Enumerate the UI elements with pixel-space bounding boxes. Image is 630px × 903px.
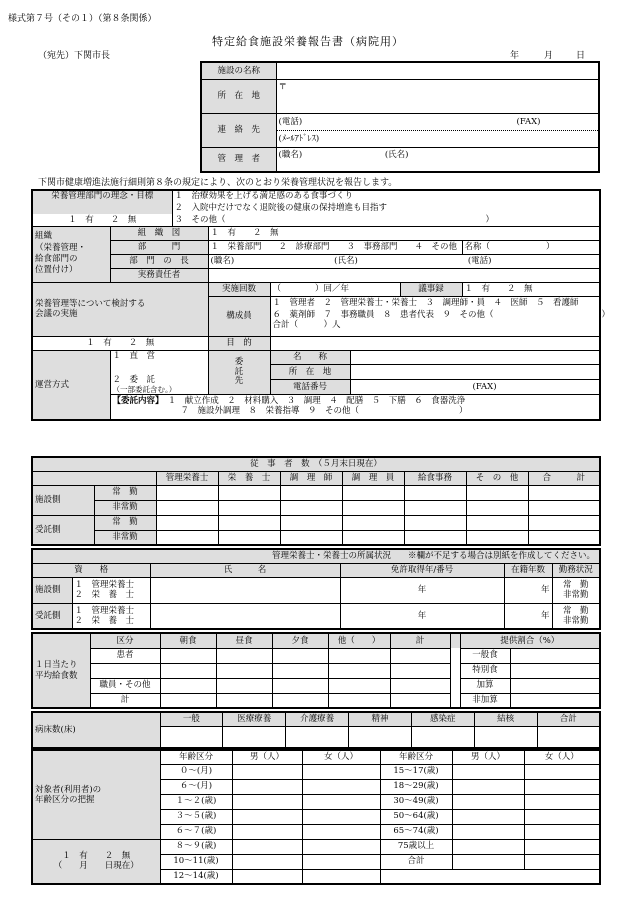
date-day-label: 日 <box>576 51 586 61</box>
manager-field[interactable] <box>276 147 599 172</box>
consignee-tel-field[interactable]: (FAX) <box>350 380 600 395</box>
ages-cell[interactable] <box>452 794 524 809</box>
contact-field[interactable] <box>276 113 599 147</box>
ratio-row-label: 一般食 <box>460 648 510 663</box>
affiliation-qual[interactable]: １ 管理栄養士 ２ 栄 養 士 <box>72 577 150 603</box>
affiliation-license-field[interactable]: 年 <box>340 603 504 629</box>
form-number: 様式第７号（その１）（第８条関係） <box>8 14 157 24</box>
ratio-cell[interactable] <box>510 648 600 663</box>
meeting-purpose-field[interactable] <box>270 336 600 350</box>
ages-cell[interactable] <box>302 854 380 869</box>
meals-cell[interactable] <box>328 648 390 663</box>
affiliation-status[interactable]: 常 勤 非常勤 <box>552 577 600 603</box>
fax-label: (FAX) <box>516 116 541 127</box>
beds-table <box>31 711 601 749</box>
ratio-cell[interactable] <box>510 663 600 678</box>
addressee: （宛先）下関市長 <box>38 51 111 61</box>
meals-col: 昼食 <box>216 633 272 648</box>
ratio-row-label: 特別食 <box>460 663 510 678</box>
ages-cell[interactable] <box>232 764 302 779</box>
meals-cell[interactable] <box>160 678 216 693</box>
postal-mark: 〒 <box>278 81 288 92</box>
meals-row-label <box>90 663 160 678</box>
operation-label: 運営方式 <box>32 350 110 420</box>
staff-full-label: 常 勤 <box>94 515 156 530</box>
meals-col-cat: 区分 <box>90 633 160 648</box>
beds-cell[interactable] <box>411 726 474 748</box>
staff-col: 調 理 師 <box>280 471 342 485</box>
consignee-address-label: 所 在 地 <box>270 365 350 380</box>
staff-cell[interactable] <box>528 515 600 530</box>
meeting-yesno[interactable]: １ 有 ２ 無 <box>32 336 208 350</box>
org-label: 組織 （栄養管理・ 給食部門の 位置付け） <box>32 226 110 282</box>
age-range: ０～(月) <box>160 764 232 779</box>
staff-cell[interactable] <box>404 500 466 515</box>
consign-content[interactable]: 【委託内容】 １ 献立作成 ２ 材料購入 ３ 調理 ４ 配膳 ５ 下膳 ６ 食器洗浄 ７ 施設外調理 ８ 栄養指導 ９ その他（ ） <box>110 394 600 420</box>
staff-cell[interactable] <box>156 515 218 530</box>
org-dept-name[interactable]: 名称（ ） <box>462 240 600 254</box>
ages-cell[interactable] <box>232 869 302 884</box>
meals-cell[interactable] <box>272 648 328 663</box>
age-range: ６～(月) <box>160 779 232 794</box>
ages-cell[interactable] <box>524 824 600 839</box>
meeting-label: 栄養管理等について検討する 会議の実施 <box>32 282 208 336</box>
staff-header-row <box>32 471 600 485</box>
staff-col: 給食事務 <box>404 471 466 485</box>
beds-cell[interactable] <box>537 726 600 748</box>
meals-cell[interactable] <box>328 663 390 678</box>
affiliation-name-field[interactable] <box>150 603 340 629</box>
staff-part-label: 非常勤 <box>94 500 156 515</box>
org-chart-value[interactable]: １ 有 ２ 無 <box>208 226 600 240</box>
staff-cell[interactable] <box>218 485 280 500</box>
age-range: ６～７(歳) <box>160 824 232 839</box>
ages-label: 対象者(利用者)の 年齢区分の把握 <box>32 750 160 839</box>
beds-col: 精神 <box>349 712 412 726</box>
date-year-label: 年 <box>510 51 520 61</box>
philosophy-opt3[interactable]: ３ その他（ ） <box>172 214 600 226</box>
org-responsible-field[interactable] <box>208 268 600 282</box>
meals-col: 夕食 <box>272 633 328 648</box>
beds-col: 合計 <box>537 712 600 726</box>
meals-cell[interactable] <box>216 693 272 708</box>
ages-cell[interactable] <box>302 824 380 839</box>
meeting-members-2[interactable]: ６ 薬剤師 ７ 事務職員 ８ 患者代表 ９ その他（ ） 合計（ ）人 <box>270 310 600 336</box>
philosophy-opt1[interactable]: １ 治療効果を上げる満足感のある食事づくり <box>172 190 600 202</box>
ages-cell[interactable] <box>524 779 600 794</box>
meals-cell[interactable] <box>160 693 216 708</box>
consignee-address-field[interactable] <box>350 365 600 380</box>
manager-post: (職名) <box>278 149 303 160</box>
meals-label: １日当たり 平均給食数 <box>32 633 90 708</box>
ages-col: 女（人） <box>302 750 380 764</box>
org-head-value[interactable]: (職名) (氏名) (電話) <box>208 254 600 268</box>
staff-part-label: 非常勤 <box>94 530 156 545</box>
ages-col: 男（人） <box>452 750 524 764</box>
beds-cell[interactable] <box>474 726 537 748</box>
org-chart-label: 組 織 図 <box>110 226 208 240</box>
mail-label: (ﾒｰﾙｱﾄﾞﾚｽ) <box>278 133 320 144</box>
manager-person: (氏名) <box>384 149 409 160</box>
beds-col: 介護療養 <box>286 712 349 726</box>
staff-cell[interactable] <box>404 530 466 545</box>
ages-col: 年齢区分 <box>160 750 232 764</box>
staff-cell[interactable] <box>528 500 600 515</box>
ages-cell[interactable] <box>452 809 524 824</box>
ages-cell[interactable] <box>524 809 600 824</box>
beds-cell[interactable] <box>349 726 412 748</box>
age-range: 50～64(歳) <box>380 809 452 824</box>
affiliation-col-status: 勤務状況 <box>552 563 600 577</box>
org-dept-value[interactable]: １ 栄養部門 ２ 診療部門 ３ 事務部門 ４ その他 <box>208 240 462 254</box>
staff-cell[interactable] <box>342 500 404 515</box>
ages-cell[interactable] <box>232 854 302 869</box>
affiliation-qual[interactable]: １ 管理栄養士 ２ 栄 養 士 <box>72 603 150 629</box>
staff-cell[interactable] <box>466 485 528 500</box>
staff-facility-side: 施設側 <box>32 485 94 515</box>
org-responsible-label: 実務責任者 <box>110 268 208 282</box>
ages-col: 年齢区分 <box>380 750 452 764</box>
meals-row-label: 職員・その他 <box>90 678 160 693</box>
meals-cell[interactable] <box>390 693 450 708</box>
meeting-members-label: 構成員 <box>208 296 270 336</box>
staff-cell[interactable] <box>218 515 280 530</box>
consignee-name-label: 名 称 <box>270 350 350 365</box>
philosophy-yesno[interactable]: １ 有 ２ 無 <box>32 214 172 226</box>
age-range: 18～29(歳) <box>380 779 452 794</box>
org-head-label: 部 門 の 長 <box>110 254 208 268</box>
ages-table <box>31 749 601 885</box>
staff-cell[interactable] <box>280 515 342 530</box>
staff-cell[interactable] <box>218 500 280 515</box>
affiliation-col-years: 在籍年数 <box>504 563 552 577</box>
ages-cell[interactable] <box>452 779 524 794</box>
ages-cell[interactable] <box>232 809 302 824</box>
facility-address-label: 所 在 地 <box>201 79 276 113</box>
beds-cell[interactable] <box>223 726 286 748</box>
contact-label: 連 絡 先 <box>201 113 276 147</box>
consignee-side-label: 委託先 <box>208 350 270 394</box>
age-range: 12～14(歳) <box>160 869 232 884</box>
meals-cell[interactable] <box>328 693 390 708</box>
management-table <box>31 189 611 421</box>
staff-cell[interactable] <box>156 500 218 515</box>
meals-ratio-title: 提供割合（%） <box>460 633 600 648</box>
ages-cell[interactable] <box>524 839 600 854</box>
meals-cell[interactable] <box>272 693 328 708</box>
staff-cell[interactable] <box>528 530 600 545</box>
affiliation-name-field[interactable] <box>150 577 340 603</box>
affiliation-contract-side: 受託側 <box>32 603 72 629</box>
date-month-label: 月 <box>544 51 554 61</box>
meals-col: 朝食 <box>160 633 216 648</box>
ratio-cell[interactable] <box>510 678 600 693</box>
staff-cell[interactable] <box>404 515 466 530</box>
affiliation-status[interactable]: 常 勤 非常勤 <box>552 603 600 629</box>
meeting-minutes-value[interactable]: １ 有 ２ 無 <box>462 282 600 296</box>
ages-cell[interactable] <box>232 794 302 809</box>
ages-cell[interactable] <box>452 764 524 779</box>
meals-cell[interactable] <box>216 678 272 693</box>
facility-address-field[interactable] <box>276 79 599 113</box>
ages-col: 男（人） <box>232 750 302 764</box>
meals-col: 他（ ） <box>328 633 390 648</box>
affiliation-license-field[interactable]: 年 <box>340 577 504 603</box>
facility-info-table <box>200 61 600 173</box>
beds-cell[interactable] <box>160 726 223 748</box>
ages-yesno[interactable]: １ 有 ２ 無 （ 月 日現在） <box>32 839 160 884</box>
meeting-count-label: 実施回数 <box>208 282 270 296</box>
beds-col: 一般 <box>160 712 223 726</box>
age-range: 合計 <box>380 854 452 869</box>
affiliation-years-field[interactable]: 年 <box>504 603 552 629</box>
ages-cell[interactable] <box>452 839 524 854</box>
beds-col: 医療療養 <box>223 712 286 726</box>
philosophy-label: 栄養管理部門の理念・目標 <box>32 190 172 202</box>
beds-label: 病床数(床) <box>32 712 160 748</box>
org-dept-label: 部 門 <box>110 240 208 254</box>
page-title: 特定給食施設栄養報告書（病院用） <box>212 35 404 48</box>
meals-cell[interactable] <box>272 663 328 678</box>
facility-name-field[interactable] <box>276 62 599 79</box>
staff-cell[interactable] <box>404 485 466 500</box>
staff-col: 調 理 員 <box>342 471 404 485</box>
ages-cell[interactable] <box>452 824 524 839</box>
consignee-tel-label: 電話番号 <box>270 380 350 395</box>
staff-table <box>31 456 601 546</box>
facility-name-label: 施設の名称 <box>201 62 276 79</box>
tel-label: (電話) <box>278 116 303 127</box>
ages-cell[interactable] <box>524 794 600 809</box>
staff-cell[interactable] <box>218 530 280 545</box>
age-range: 15～17(歳) <box>380 764 452 779</box>
manager-label: 管 理 者 <box>201 147 276 172</box>
staff-cell[interactable] <box>156 485 218 500</box>
affiliation-title: 管理栄養士・栄養士の所属状況 ※欄が不足する場合は別紙を作成してください。 <box>32 549 600 563</box>
affiliation-facility-side: 施設側 <box>32 577 72 603</box>
affiliation-col-qual: 資 格 <box>32 563 150 577</box>
meeting-members-1[interactable]: １ 管理者 ２ 管理栄養士・栄養士 ３ 調理師・員 ４ 医師 ５ 看護師 <box>270 296 600 310</box>
staff-cell[interactable] <box>342 530 404 545</box>
staff-cell[interactable] <box>280 500 342 515</box>
staff-cell[interactable] <box>342 515 404 530</box>
age-range: 75歳以上 <box>380 839 452 854</box>
meals-cell[interactable] <box>328 678 390 693</box>
meals-table <box>31 632 601 709</box>
ages-cell[interactable] <box>302 779 380 794</box>
ages-cell[interactable] <box>302 839 380 854</box>
philosophy-opt2[interactable]: ２ 入院中だけでなく退院後の健康の保持増進も目指す <box>172 202 600 214</box>
meals-cell[interactable] <box>160 648 216 663</box>
consignee-name-field[interactable] <box>350 350 600 365</box>
beds-col: 感染症 <box>411 712 474 726</box>
meals-cell[interactable] <box>216 663 272 678</box>
meals-row-label: 患者 <box>90 648 160 663</box>
age-range: ８～９(歳) <box>160 839 232 854</box>
meals-row-label: 計 <box>90 693 160 708</box>
staff-contract-side: 受託側 <box>32 515 94 545</box>
beds-cell[interactable] <box>286 726 349 748</box>
staff-col: 管理栄養士 <box>156 471 218 485</box>
meeting-minutes-label: 議事録 <box>400 282 462 296</box>
ages-cell[interactable] <box>302 809 380 824</box>
meals-cell[interactable] <box>160 663 216 678</box>
meals-cell[interactable] <box>272 678 328 693</box>
affiliation-years-field[interactable]: 年 <box>504 577 552 603</box>
affiliation-col-name: 氏 名 <box>150 563 340 577</box>
staff-cell[interactable] <box>466 515 528 530</box>
ages-cell[interactable] <box>524 764 600 779</box>
meals-cell[interactable] <box>390 648 450 663</box>
meals-col: 計 <box>390 633 450 648</box>
beds-col: 結核 <box>474 712 537 726</box>
staff-col: そ の 他 <box>466 471 528 485</box>
meals-cell[interactable] <box>390 663 450 678</box>
ages-cell[interactable] <box>232 839 302 854</box>
staff-title: 従 事 者 数 （５月末日現在） <box>32 457 600 471</box>
ages-cell[interactable] <box>452 854 524 869</box>
staff-cell[interactable] <box>528 485 600 500</box>
staff-col: 合 計 <box>528 471 600 485</box>
ages-cell[interactable] <box>302 764 380 779</box>
staff-col: 栄 養 士 <box>218 471 280 485</box>
affiliation-table <box>31 548 601 630</box>
staff-cell[interactable] <box>280 530 342 545</box>
staff-cell[interactable] <box>466 530 528 545</box>
meeting-count-value[interactable]: （ ）回／年 <box>270 282 400 296</box>
staff-cell[interactable] <box>156 530 218 545</box>
ages-cell[interactable] <box>302 869 380 884</box>
age-range: １～２(歳) <box>160 794 232 809</box>
ages-cell[interactable] <box>524 854 600 869</box>
age-range: 65～74(歳) <box>380 824 452 839</box>
age-range: 30～49(歳) <box>380 794 452 809</box>
ratio-cell[interactable] <box>510 693 600 708</box>
age-range: ３～５(歳) <box>160 809 232 824</box>
operation-type[interactable]: １ 直 営 ２ 委 託 （一部委託含む。） <box>110 350 208 394</box>
meeting-purpose-label: 目 的 <box>208 336 270 350</box>
staff-cell[interactable] <box>342 485 404 500</box>
ratio-row-label: 加算 <box>460 678 510 693</box>
ages-cell[interactable] <box>302 794 380 809</box>
affiliation-col-license: 免許取得年/番号 <box>340 563 504 577</box>
meals-cell[interactable] <box>390 678 450 693</box>
ratio-row-label: 非加算 <box>460 693 510 708</box>
ages-cell[interactable] <box>232 824 302 839</box>
meals-cell[interactable] <box>216 648 272 663</box>
ages-cell[interactable] <box>232 779 302 794</box>
staff-cell[interactable] <box>280 485 342 500</box>
staff-full-label: 常 勤 <box>94 485 156 500</box>
ages-col: 女（人） <box>524 750 600 764</box>
staff-cell[interactable] <box>466 500 528 515</box>
intro-text: 下関市健康増進法施行細則第８条の規定により、次のとおり栄養管理状況を報告します。 <box>38 178 398 188</box>
age-range: 10～11(歳) <box>160 854 232 869</box>
